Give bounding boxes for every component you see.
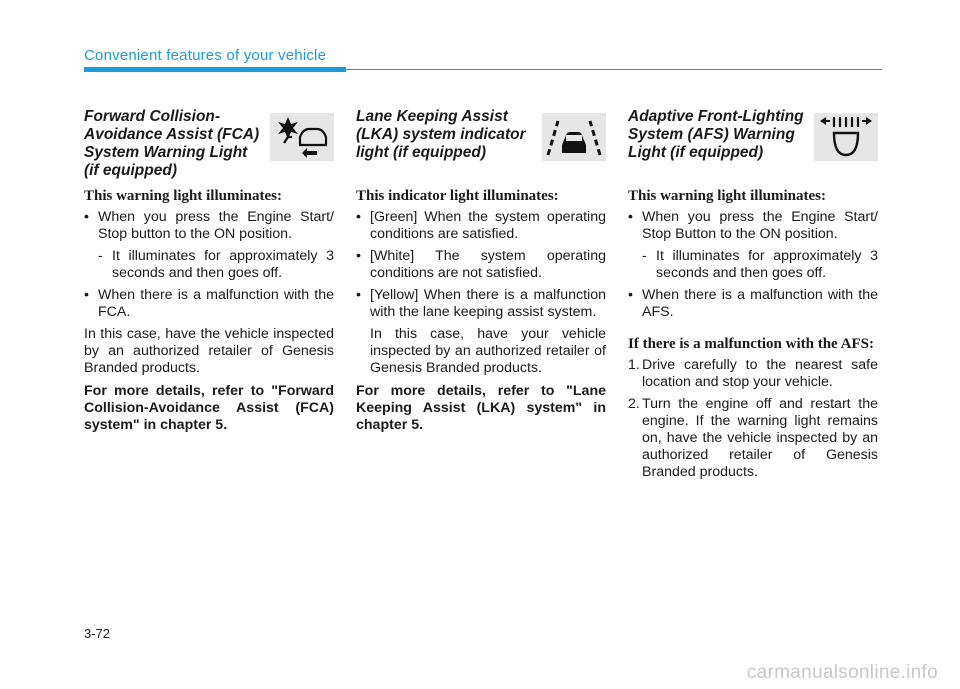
fca-dash-1-text: It illuminates for approximately 3 seconds and then goes off.: [112, 248, 334, 281]
fca-dash-1: - It illuminates for approximately 3 seconds and then goes off.: [98, 248, 334, 281]
afs-bullet-1: • When you press the Engine Start/ Stop Button to the ON position.: [628, 209, 878, 243]
afs-dash-1-text: It illuminates for approximately 3 seconds and then goes off.: [656, 248, 878, 281]
fca-reference: For more details, refer to "Forward Collision-Avoidance Assist (FCA) system" in chapter 5.: [84, 383, 334, 433]
lka-section: [356, 108, 606, 440]
afs-subheading: This warning light illuminates:: [628, 188, 826, 204]
afs-step-2-text: Turn the engine off and restart the engine. If the warning light remains on, have the vehicle inspected by an authorized retailer of Genesis Branded products.: [642, 396, 878, 480]
afs-malfunction-heading: If there is a malfunction with the AFS:: [628, 336, 874, 352]
page-number: 3-72: [84, 626, 111, 641]
header-rule: [346, 69, 882, 70]
afs-warning-icon: [814, 113, 878, 161]
afs-bullet-2: • When there is a malfunction with the AFS.: [628, 287, 878, 321]
lka-paragraph: In this case, have your vehicle inspected by an authorized retailer of Genesis Branded products.: [370, 326, 606, 376]
afs-title: Adaptive Front-Lighting System (AFS) Warning Light (if equipped): [628, 108, 804, 161]
afs-step-2: 2. Turn the engine off and restart the engine. If the warning light remains on, have the vehicle inspected by an authorized retailer of Genesis Branded products.: [628, 396, 878, 480]
fca-paragraph: In this case, have the vehicle inspected by an authorized retailer of Genesis Branded products.: [84, 326, 334, 376]
lka-indicator-icon: [542, 113, 606, 161]
fca-warning-icon: [270, 113, 334, 161]
fca-section: [84, 108, 334, 440]
lka-bullet-3: • [Yellow] When there is a malfunction with the lane keeping assist system.: [356, 287, 606, 321]
fca-bullet-1: • When you press the Engine Start/ Stop button to the ON position.: [84, 209, 334, 243]
afs-step-1-text: Drive carefully to the nearest safe location and stop your vehicle.: [642, 357, 878, 390]
section-header: Convenient features of your vehicle: [84, 47, 327, 64]
lka-bullet-1: • [Green] When the system operating conditions are satisfied.: [356, 209, 606, 243]
lka-reference: For more details, refer to "Lane Keeping Assist (LKA) system" in chapter 5.: [356, 383, 606, 433]
lka-title: Lane Keeping Assist (LKA) system indicator light (if equipped): [356, 108, 526, 161]
afs-dash-1: - It illuminates for approximately 3 seconds and then goes off.: [642, 248, 878, 281]
afs-section: [628, 108, 878, 486]
lka-bullet-2: • [White] The system operating conditions are not satisfied.: [356, 248, 606, 282]
lka-subheading: This indicator light illuminates:: [356, 188, 559, 204]
fca-bullet-2: • When there is a malfunction with the FCA.: [84, 287, 334, 321]
fca-title: Forward Collision-Avoidance Assist (FCA) System Warning Light (if equipped): [84, 108, 260, 179]
header-accent-bar: [84, 67, 346, 72]
afs-step-1: 1. Drive carefully to the nearest safe location and stop your vehicle.: [628, 357, 878, 390]
watermark: carmanualsonline.info: [746, 662, 938, 683]
fca-subheading: This warning light illuminates:: [84, 188, 282, 204]
